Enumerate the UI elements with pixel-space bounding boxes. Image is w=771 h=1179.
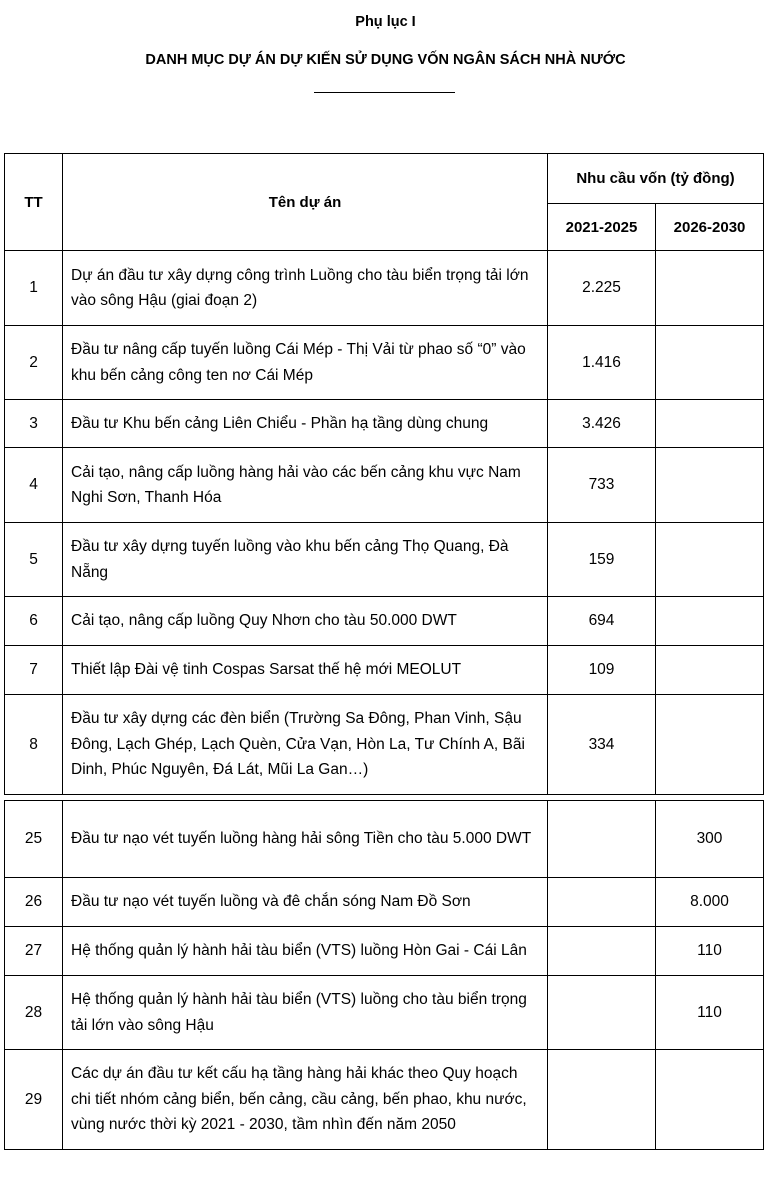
table-row — [5, 976, 764, 1050]
capital-2021-2025: 2.225 — [548, 251, 656, 326]
capital-2021-2025: 109 — [548, 646, 656, 695]
table-row — [5, 448, 764, 523]
project-name: Hệ thống quản lý hành hải tàu biển (VTS) luồng cho tàu biển trọng tải lớn vào sông Hậu — [63, 976, 548, 1050]
project-table-part-2 — [4, 800, 764, 1150]
header-period-2021-2025: 2021-2025 — [548, 204, 656, 251]
project-name: Dự án đầu tư xây dựng công trình Luồng cho tàu biển trọng tải lớn vào sông Hậu (giai đoạn 2) — [63, 251, 548, 326]
capital-2021-2025: 3.426 — [548, 400, 656, 448]
capital-2021-2025 — [548, 801, 656, 878]
capital-2026-2030 — [656, 400, 764, 448]
row-number: 8 — [5, 695, 63, 795]
table-row — [5, 597, 764, 646]
capital-2021-2025 — [548, 1050, 656, 1150]
row-number: 25 — [5, 801, 63, 878]
row-number: 7 — [5, 646, 63, 695]
header-capital-need: Nhu cầu vốn (tỷ đồng) — [548, 154, 764, 204]
project-name: Đầu tư xây dựng tuyến luồng vào khu bến cảng Thọ Quang, Đà Nẵng — [63, 523, 548, 597]
capital-2021-2025: 733 — [548, 448, 656, 523]
capital-2026-2030 — [656, 523, 764, 597]
project-name: Đầu tư Khu bến cảng Liên Chiểu - Phần hạ tầng dùng chung — [63, 400, 548, 448]
table-row — [5, 801, 764, 878]
capital-2021-2025 — [548, 976, 656, 1050]
capital-2026-2030 — [656, 448, 764, 523]
row-number: 6 — [5, 597, 63, 646]
header-project-name: Tên dự án — [63, 154, 548, 251]
capital-2021-2025: 694 — [548, 597, 656, 646]
row-number: 27 — [5, 927, 63, 976]
table-row — [5, 695, 764, 795]
capital-2026-2030 — [656, 251, 764, 326]
capital-2021-2025: 159 — [548, 523, 656, 597]
row-number: 2 — [5, 326, 63, 400]
capital-2026-2030 — [656, 646, 764, 695]
row-number: 28 — [5, 976, 63, 1050]
table-row — [5, 523, 764, 597]
row-number: 29 — [5, 1050, 63, 1150]
capital-2026-2030: 300 — [656, 801, 764, 878]
capital-2026-2030: 110 — [656, 927, 764, 976]
table-row — [5, 878, 764, 927]
project-name: Thiết lập Đài vệ tinh Cospas Sarsat thế hệ mới MEOLUT — [63, 646, 548, 695]
capital-2021-2025 — [548, 927, 656, 976]
table-row — [5, 646, 764, 695]
header-tt: TT — [5, 154, 63, 251]
capital-2026-2030: 110 — [656, 976, 764, 1050]
header-period-2026-2030: 2026-2030 — [656, 204, 764, 251]
row-number: 4 — [5, 448, 63, 523]
project-table-part-1 — [4, 153, 764, 795]
appendix-title: Phụ lục I — [355, 14, 416, 30]
project-name: Hệ thống quản lý hành hải tàu biển (VTS) luồng Hòn Gai - Cái Lân — [63, 927, 548, 976]
capital-2026-2030: 8.000 — [656, 878, 764, 927]
capital-2026-2030 — [656, 1050, 764, 1150]
table-row — [5, 326, 764, 400]
project-name: Cải tạo, nâng cấp luồng hàng hải vào các bến cảng khu vực Nam Nghi Sơn, Thanh Hóa — [63, 448, 548, 523]
capital-2026-2030 — [656, 326, 764, 400]
project-name: Đầu tư nạo vét tuyến luồng và đê chắn sóng Nam Đồ Sơn — [63, 878, 548, 927]
capital-2021-2025: 1.416 — [548, 326, 656, 400]
project-name: Các dự án đầu tư kết cấu hạ tầng hàng hải khác theo Quy hoạch chi tiết nhóm cảng biển, bến cảng, cầu cảng, bến phao, khu nước, vùng nước thời kỳ 2021 - 2030, tầm nhìn đến năm 2050 — [63, 1050, 548, 1150]
table-row — [5, 927, 764, 976]
table-row — [5, 400, 764, 448]
document-title: DANH MỤC DỰ ÁN DỰ KIẾN SỬ DỤNG VỐN NGÂN SÁCH NHÀ NƯỚC — [145, 52, 626, 68]
project-name: Đầu tư nạo vét tuyến luồng hàng hải sông Tiền cho tàu 5.000 DWT — [63, 801, 548, 878]
capital-2021-2025: 334 — [548, 695, 656, 795]
capital-2026-2030 — [656, 695, 764, 795]
row-number: 5 — [5, 523, 63, 597]
capital-2026-2030 — [656, 597, 764, 646]
row-number: 3 — [5, 400, 63, 448]
row-number: 26 — [5, 878, 63, 927]
title-underline — [314, 92, 455, 93]
table-row — [5, 1050, 764, 1150]
table-row — [5, 251, 764, 326]
project-name: Đầu tư nâng cấp tuyến luồng Cái Mép - Thị Vải từ phao số “0” vào khu bến cảng công ten nơ Cái Mép — [63, 326, 548, 400]
project-name: Cải tạo, nâng cấp luồng Quy Nhơn cho tàu 50.000 DWT — [63, 597, 548, 646]
capital-2021-2025 — [548, 878, 656, 927]
project-name: Đầu tư xây dựng các đèn biển (Trường Sa Đông, Phan Vinh, Sậu Đông, Lạch Ghép, Lạch Quèn, Cửa Vạn, Hòn La, Tư Chính A, Bãi Dinh, Phúc Nguyên, Đá Lát, Mũi La Gan…) — [63, 695, 548, 795]
row-number: 1 — [5, 251, 63, 326]
